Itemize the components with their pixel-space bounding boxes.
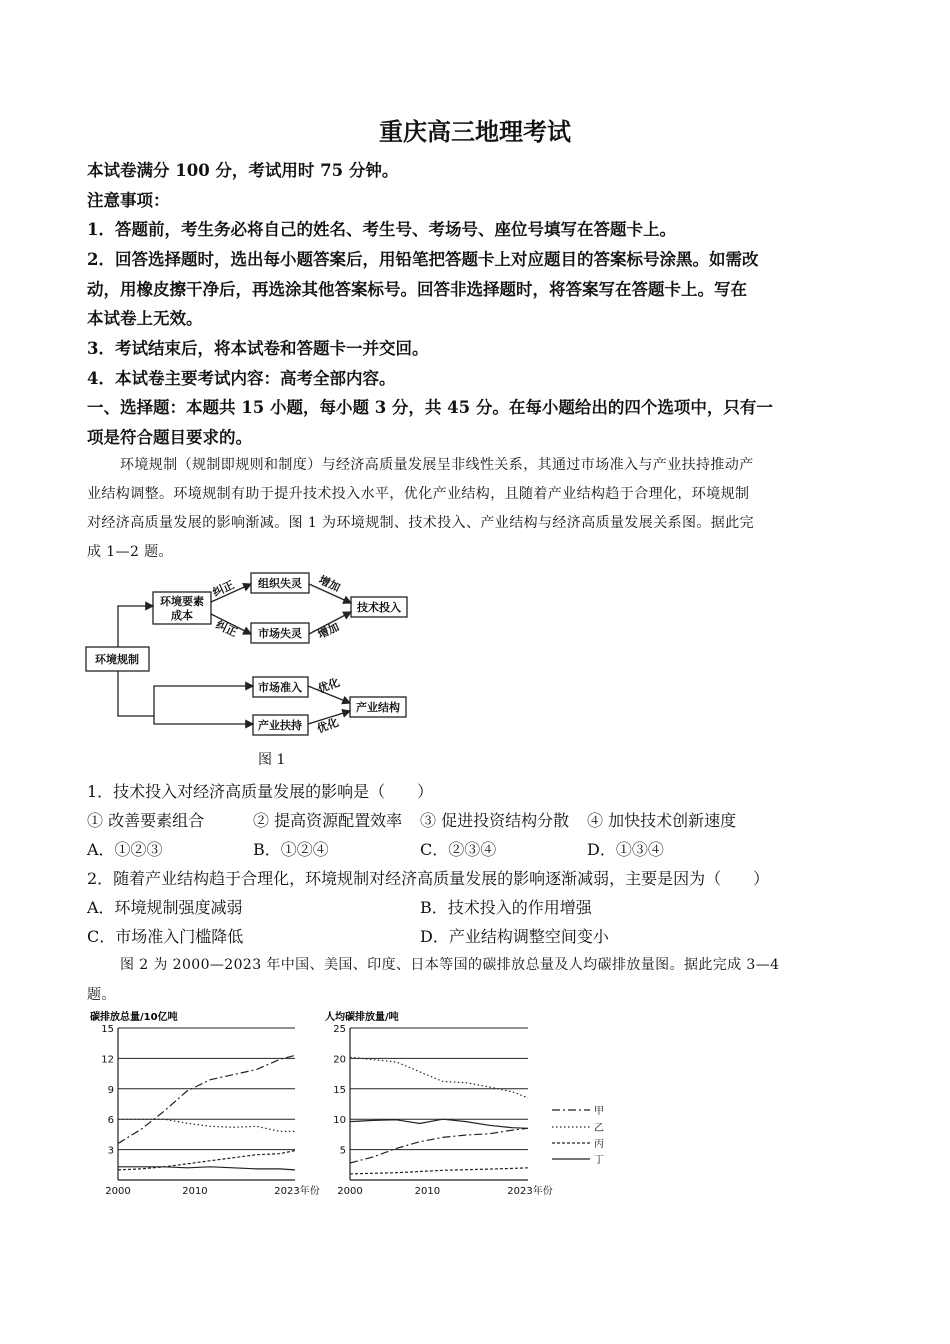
q1-option-a[interactable]: A．①②③ — [87, 840, 163, 859]
legend-label-yi: 乙 — [594, 1123, 604, 1134]
chart1-ytick-label: 25 — [333, 1024, 346, 1035]
chart1-series-4 — [350, 1119, 528, 1128]
edge-label-increase-bottom: 增加 — [315, 620, 342, 642]
chart0-ytick-label: 12 — [101, 1054, 114, 1066]
notice-line-1: 1．答题前，考生务必将自己的姓名、考生号、考场号、座位号填写在答题卡上。 — [87, 220, 676, 239]
section-heading: 一、选择题：本题共 15 小题，每小题 3 分，共 45 分。在每小题给出的四个选项中，只有一 — [87, 398, 773, 417]
chart0-ylabel: 碳排放总量/10亿吨 — [90, 1012, 178, 1023]
edge-label-increase-top: 增加 — [316, 573, 343, 595]
chart1-ytick-label: 5 — [339, 1145, 346, 1157]
label-env-reg: 环境规制 — [95, 653, 139, 666]
notice-line-4: 4．本试卷主要考试内容：高考全部内容。 — [87, 369, 396, 388]
chart1-series-1 — [350, 1128, 528, 1163]
passage1-line-4: 成 1—2 题。 — [87, 544, 173, 560]
chart0-ytick-label: 3 — [107, 1145, 114, 1157]
edge-label-optimize-top: 优化 — [316, 675, 342, 696]
chart1-ytick-label: 15 — [333, 1084, 346, 1096]
chart0-series-2 — [118, 1119, 295, 1131]
q2-stem: 2．随着产业结构趋于合理化，环境规制对经济高质量发展的影响逐渐减弱，主要是因为（ ） — [87, 869, 770, 888]
legend-label-bing: 丙 — [594, 1139, 604, 1150]
arrow-reg-to-cost — [118, 606, 153, 647]
chart1-xtick-label: 2023年份 — [507, 1186, 553, 1197]
chart-total-emissions — [90, 1010, 320, 1197]
label-ind-support: 产业扶持 — [258, 719, 302, 732]
exam-intro: 本试卷满分 100 分，考试用时 75 分钟。 — [87, 161, 399, 180]
q2-option-a[interactable]: A．环境规制强度减弱 — [87, 898, 243, 917]
edge-label-optimize-bottom: 优化 — [315, 715, 341, 736]
notice-line-2c: 本试卷上无效。 — [87, 309, 203, 328]
q1-item-2: ② 提高资源配置效率 — [253, 811, 403, 830]
passage1-line-1: 环境规制（规制即规则和制度）与经济高质量发展呈非线性关系，其通过市场准入与产业扶持推动产 — [120, 457, 754, 473]
label-ind-struct: 产业结构 — [356, 701, 400, 714]
chart0-series-1 — [118, 1055, 295, 1143]
q2-option-b[interactable]: B．技术投入的作用增强 — [420, 898, 592, 917]
q2-option-d[interactable]: D．产业结构调整空间变小 — [420, 927, 609, 946]
q1-option-d[interactable]: D．①③④ — [587, 840, 664, 859]
figure1-caption: 图 1 — [258, 752, 286, 768]
passage2-line-1: 图 2 为 2000—2023 年中国、美国、印度、日本等国的碳排放总量及人均碳排放量图。据此完成 3—4 — [120, 957, 780, 973]
chart0-xtick-label: 2000 — [105, 1186, 131, 1197]
q1-item-4: ④ 加快技术创新速度 — [587, 811, 737, 830]
arrow-reg-to-support — [154, 716, 253, 724]
passage1-line-2: 业结构调整。环境规制有助于提升技术投入水平，优化产业结构，且随着产业结构趋于合理化，环境规制 — [87, 486, 750, 502]
label-env-cost-1: 环境要素 — [160, 595, 204, 608]
chart0-xtick-label: 2010 — [182, 1186, 208, 1197]
notice-line-3: 3．考试结束后，将本试卷和答题卡一并交回。 — [87, 339, 429, 358]
label-mkt-fail: 市场失灵 — [258, 627, 302, 640]
label-mkt-access: 市场准入 — [258, 681, 302, 694]
notice-title: 注意事项： — [87, 191, 170, 210]
label-tech: 技术投入 — [357, 601, 401, 614]
chart0-ytick-label: 9 — [107, 1084, 114, 1096]
notice-line-2: 2．回答选择题时，选出每小题答案后，用铅笔把答题卡上对应题目的答案标号涂黑。如需改 — [87, 250, 759, 269]
label-org-fail: 组织失灵 — [258, 577, 302, 590]
chart1-ylabel: 人均碳排放量/吨 — [325, 1012, 399, 1023]
chart0-xtick-label: 2023年份 — [274, 1186, 320, 1197]
q1-item-3: ③ 促进投资结构分散 — [420, 811, 570, 830]
page-title: 重庆高三地理考试 — [379, 117, 571, 146]
chart-per-capita-emissions — [325, 1010, 553, 1197]
edge-label-correct-top: 纠正 — [210, 578, 237, 600]
arrow-reg-to-access — [118, 671, 253, 716]
q1-option-c[interactable]: C．②③④ — [420, 840, 497, 859]
passage1-line-3: 对经济高质量发展的影响渐减。图 1 为环境规制、技术投入、产业结构与经济高质量发展关系图。据此完 — [87, 515, 755, 531]
q1-option-b[interactable]: B．①②④ — [253, 840, 329, 859]
chart0-ytick-label: 6 — [107, 1115, 114, 1127]
legend-label-jia: 甲 — [594, 1106, 604, 1117]
chart0-ytick-label: 15 — [101, 1024, 114, 1035]
figure2-charts — [80, 1008, 620, 1198]
q1-stem: 1．技术投入对经济高质量发展的影响是（ ） — [87, 782, 434, 801]
chart1-series-3 — [350, 1168, 528, 1174]
passage2-line-2: 题。 — [87, 987, 116, 1003]
chart1-ytick-label: 10 — [333, 1115, 346, 1127]
chart1-ytick-label: 20 — [333, 1054, 346, 1066]
edge-label-correct-bottom: 纠正 — [213, 618, 240, 640]
chart1-xtick-label: 2010 — [414, 1186, 441, 1197]
figure1-diagram — [80, 572, 420, 742]
q1-item-1: ① 改善要素组合 — [87, 811, 205, 830]
legend-label-ding: 丁 — [594, 1155, 604, 1166]
figure2-legend — [552, 1100, 612, 1170]
label-env-cost-2: 成本 — [171, 609, 193, 622]
q2-option-c[interactable]: C．市场准入门槛降低 — [87, 927, 244, 946]
chart1-series-2 — [350, 1057, 528, 1098]
notice-line-2b: 动，用橡皮擦干净后，再选涂其他答案标号。回答非选择题时，将答案写在答题卡上。写在 — [87, 280, 747, 299]
chart1-xtick-label: 2000 — [337, 1186, 363, 1197]
section-heading-cont: 项是符合题目要求的。 — [87, 428, 252, 447]
